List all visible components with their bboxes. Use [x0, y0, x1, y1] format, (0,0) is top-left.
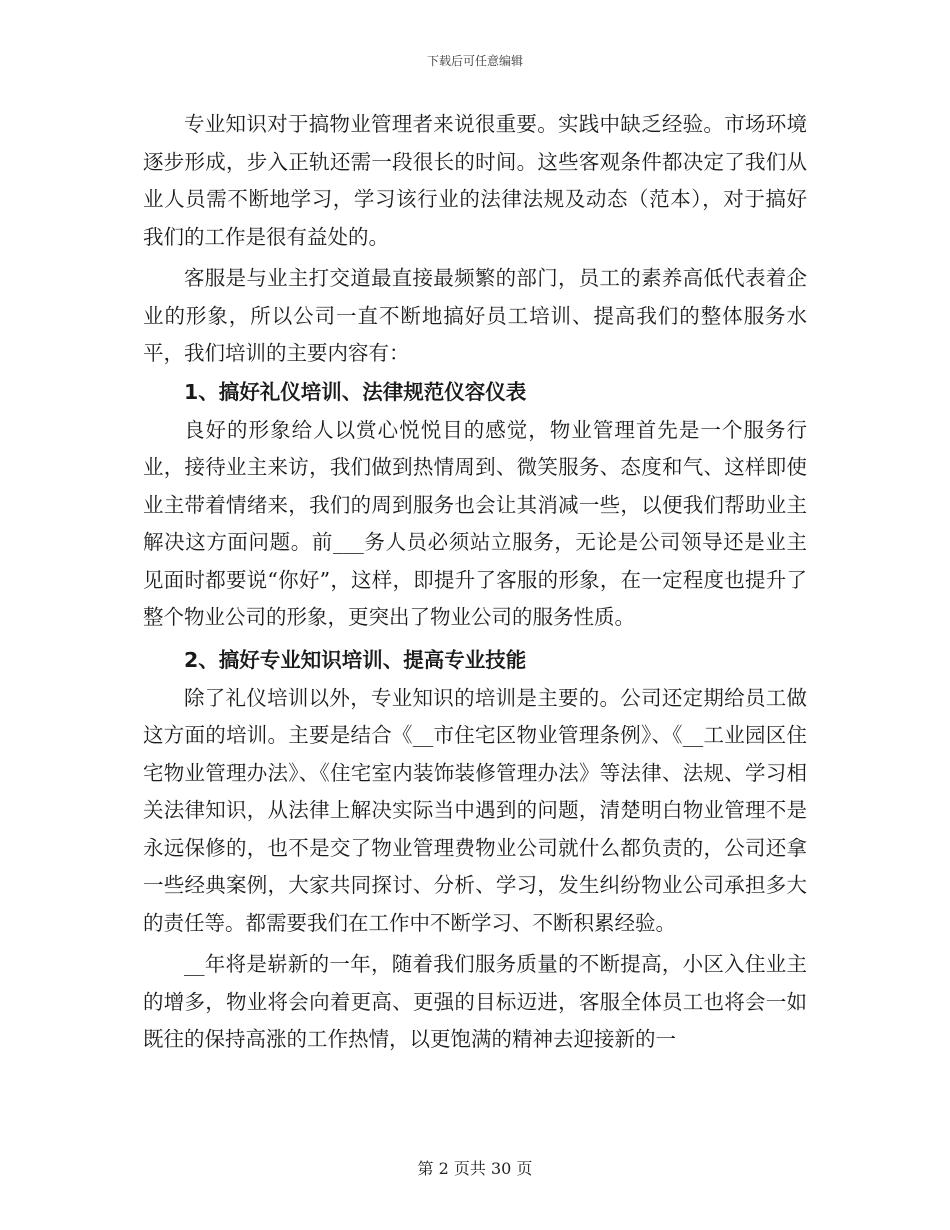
paragraph-2: 客服是与业主打交道最直接最频繁的部门，员工的素养高低代表着企业的形象，所以公司一直不断地搞好员工培训、提高我们的整体服务水平，我们培训的主要内容有：: [143, 266, 807, 365]
paragraph-5: __年将是崭新的一年，随着我们服务质量的不断提高，小区入住业主的增多，物业将会向着更高、更强的目标迈进，客服全体员工也将会一如既往的保持高涨的工作热情，以更饱满的精神去迎接新的一: [143, 952, 807, 1051]
paragraph-1: 专业知识对于搞物业管理者来说很重要。实践中缺乏经验。市场环境逐步形成，步入正轨还需一段很长的时间。这些客观条件都决定了我们从业人员需不断地学习，学习该行业的法律法规及动态（范本），对于搞好我们的工作是很有益处的。: [143, 112, 807, 249]
document-body: [143, 106, 807, 1059]
page-header: 下载后可任意编辑: [426, 54, 523, 68]
section-heading-2: 2、搞好专业知识培训、提高专业技能: [184, 647, 527, 672]
paragraph-4: 除了礼仪培训以外，专业知识的培训是主要的。公司还定期给员工做这方面的培训。主要是结合《__市住宅区物业管理条例》、《__工业园区住宅物业管理办法》、《住宅室内装饰装修管理办法》等法律、法规、学习相关法律知识，从法律上解决实际当中遇到的问题，清楚明白物业管理不是永远保修的，也不是交了物业管理费物业公司就什么都负责的，公司还拿一些经典案例，大家共同探讨、分析、学习，发生纠纷物业公司承担多大的责任等。都需要我们在工作中不断学习、不断积累经验。: [143, 685, 807, 935]
paragraph-3: 良好的形象给人以赏心悦悦目的感觉，物业管理首先是一个服务行业，接待业主来访，我们做到热情周到、微笑服务、态度和气、这样即使业主带着情绪来，我们的周到服务也会让其消减一些，以便我们帮助业主解决这方面问题。前___务人员必须站立服务，无论是公司领导还是业主见面时都要说“你好”，这样，即提升了客服的形象，在一定程度也提升了整个物业公司的形象，更突出了物业公司的服务性质。: [143, 417, 807, 629]
section-heading-1: 1、搞好礼仪培训、法律规范仪容仪表: [184, 379, 527, 404]
page-footer: 第 2 页共 30 页: [417, 1159, 533, 1178]
